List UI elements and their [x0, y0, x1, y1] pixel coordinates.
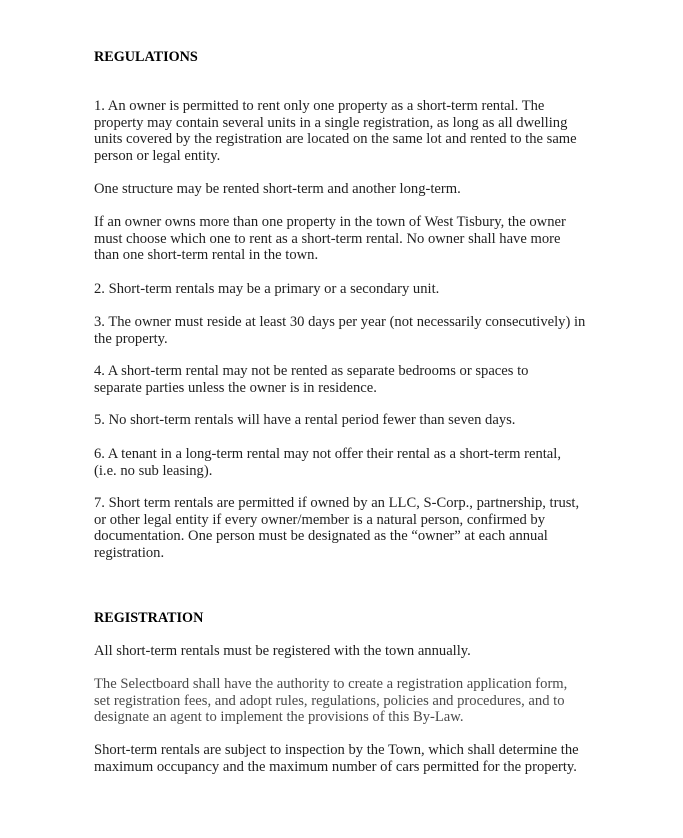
- paragraph-structure: [94, 181, 654, 198]
- text-line: Short-term rentals are subject to inspection by the Town, which shall determine the: [94, 742, 579, 758]
- text-line: designate an agent to implement the provisions of this By-Law.: [94, 709, 464, 726]
- heading-registration: REGISTRATION: [94, 610, 204, 626]
- text-line: 2. Short-term rentals may be a primary or a secondary unit.: [94, 281, 440, 297]
- text-line: If an owner owns more than one property in the town of West Tisbury, the owner: [94, 214, 566, 230]
- paragraph-regulation-5: [94, 412, 654, 429]
- text-line: 4. A short-term rental may not be rented as separate bedrooms or spaces to: [94, 363, 529, 379]
- text-line: or other legal entity if every owner/member is a natural person, confirmed by: [94, 511, 546, 528]
- text-line: One structure may be rented short-term and another long-term.: [94, 181, 461, 197]
- text-line: 7. Short term rentals are permitted if owned by an LLC, S-Corp., partnership, trust,: [94, 495, 580, 511]
- text-line: 6. A tenant in a long-term rental may not offer their rental as a short-term rental,: [94, 446, 561, 462]
- text-line: All short-term rentals must be registered with the town annually.: [94, 643, 471, 659]
- text-line: separate parties unless the owner is in residence.: [94, 379, 377, 396]
- paragraph-regulation-7: [94, 495, 654, 562]
- paragraph-regulation-1: [94, 98, 654, 165]
- text-line: 1. An owner is permitted to rent only one property as a short-term rental. The: [94, 98, 545, 114]
- paragraph-regulation-3: [94, 314, 654, 347]
- text-line: units covered by the registration are located on the same lot and rented to the same: [94, 131, 577, 148]
- text-line: (i.e. no sub leasing).: [94, 462, 213, 479]
- paragraph-annual-registration: [94, 643, 654, 660]
- paragraph-regulation-2: [94, 281, 654, 298]
- text-line: than one short-term rental in the town.: [94, 247, 319, 264]
- text-line: person or legal entity.: [94, 148, 221, 165]
- text-line: registration.: [94, 545, 165, 562]
- heading-regulations: REGULATIONS: [94, 49, 198, 65]
- text-line: property may contain several units in a single registration, as long as all dwelling: [94, 114, 568, 131]
- text-line: maximum occupancy and the maximum number of cars permitted for the property.: [94, 758, 577, 775]
- text-line: 3. The owner must reside at least 30 days per year (not necessarily consecutively) in: [94, 314, 586, 330]
- text-line: documentation. One person must be designated as the “owner” at each annual: [94, 528, 548, 545]
- paragraph-regulation-6: [94, 446, 654, 479]
- paragraph-regulation-4: [94, 363, 654, 396]
- text-line: 5. No short-term rentals will have a rental period fewer than seven days.: [94, 412, 516, 428]
- text-line: the property.: [94, 330, 168, 347]
- text-line: must choose which one to rent as a short-term rental. No owner shall have more: [94, 230, 561, 247]
- paragraph-multiple-properties: [94, 214, 654, 264]
- paragraph-inspection: [94, 742, 654, 775]
- paragraph-selectboard-authority: [94, 676, 654, 726]
- text-line: set registration fees, and adopt rules, regulations, policies and procedures, and to: [94, 692, 565, 709]
- text-line: The Selectboard shall have the authority to create a registration application form,: [94, 676, 568, 692]
